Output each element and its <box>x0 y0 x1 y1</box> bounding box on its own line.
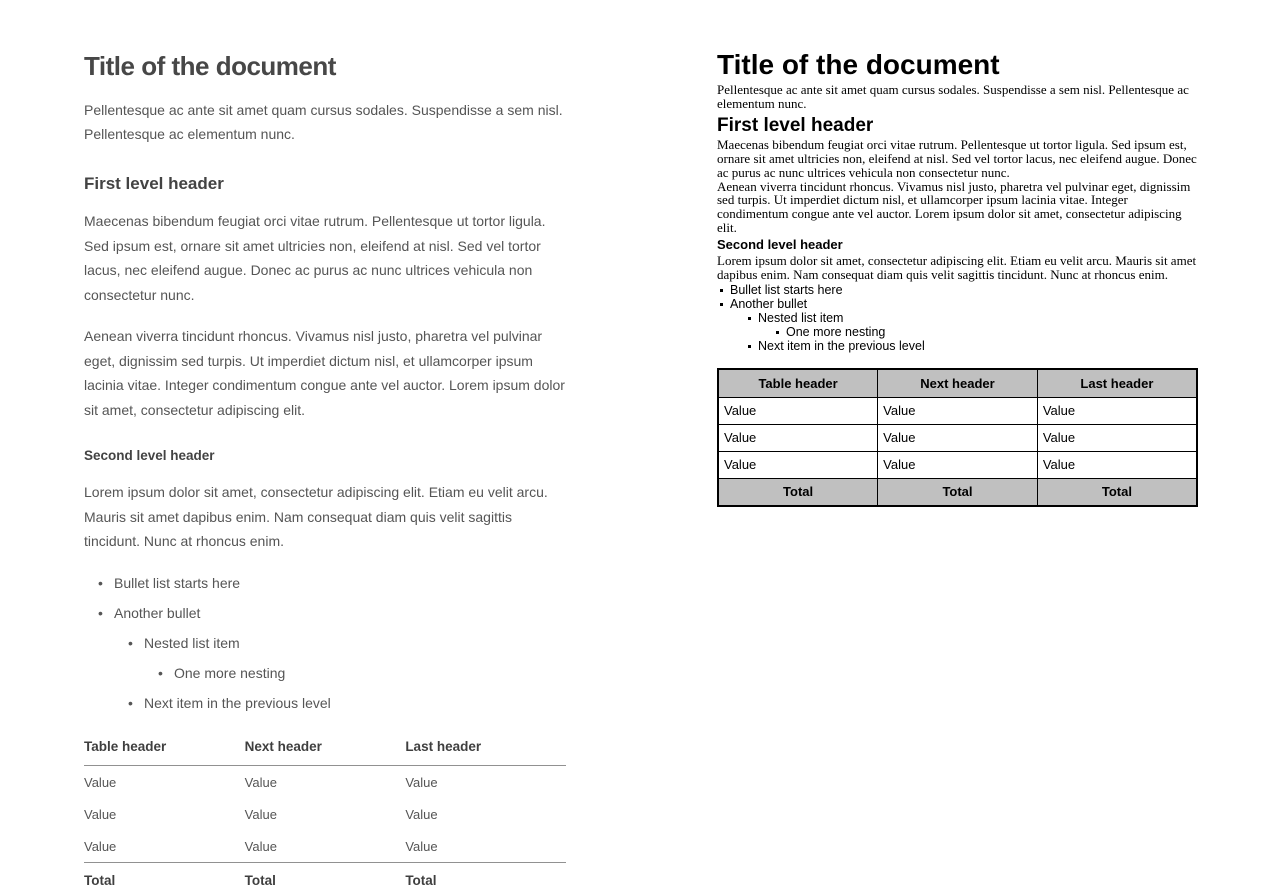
table-row <box>84 765 566 798</box>
table-cell: Value <box>244 774 277 790</box>
first-level-header: First level header <box>717 114 874 136</box>
table-footer-row <box>84 862 566 888</box>
table-cell: Value <box>244 838 277 854</box>
table-row <box>718 452 1197 479</box>
paragraph: Lorem ipsum dolor sit amet, consectetur adipiscing elit. Etiam eu velit arcu. Mauris sit amet dapibus enim. Nam consequat diam quis velit sagittis tincidunt. Nunc at rhoncus enim. <box>84 484 548 550</box>
table-header-row <box>84 739 566 766</box>
table-cell: Value <box>718 425 878 452</box>
list-item-label: Another bullet <box>730 297 808 312</box>
table-row <box>84 798 566 830</box>
table-cell: Value <box>84 774 117 790</box>
table-header-cell: Table header <box>84 739 245 766</box>
table-cell: Value <box>878 452 1038 479</box>
table-cell: Value <box>878 398 1038 425</box>
table-cell: Value <box>1037 425 1197 452</box>
table-total-cell: Total <box>718 479 878 507</box>
second-level-header: Second level header <box>84 448 215 464</box>
bullet-list <box>84 575 566 711</box>
table-cell: Value <box>878 425 1038 452</box>
table-total-cell: Total <box>245 862 406 888</box>
nested-list <box>773 325 1199 339</box>
paragraph: Aenean viverra tincidunt rhoncus. Vivamus nisl justo, pharetra vel pulvinar eget, dignissim sed turpis. Ut imperdiet dictum nisl, et ullamcorper ipsum lacinia vitae. Integer condimentum congue ante vel auctor. Lorem ipsum dolor sit amet, consectetur adipiscing elit. <box>717 178 1191 235</box>
table-cell: Value <box>718 398 878 425</box>
list-item: Next item in the previous level <box>745 339 1199 353</box>
list-item: One more nesting <box>773 325 1199 339</box>
list-item-label: Nested list item <box>144 634 240 651</box>
table-cell: Value <box>244 806 277 822</box>
table-cell: Value <box>1037 452 1197 479</box>
table-header-cell: Next header <box>878 369 1038 398</box>
table-cell: Value <box>84 806 117 822</box>
table-cell: Value <box>405 838 438 854</box>
document-title: Title of the document <box>84 51 336 81</box>
table-total-cell: Total <box>1037 479 1197 507</box>
intro-paragraph: Pellentesque ac ante sit amet quam cursus sodales. Suspendisse a sem nisl. Pellentesque ac elementum nunc. <box>717 82 1189 111</box>
intro-paragraph: Pellentesque ac ante sit amet quam cursus sodales. Suspendisse a sem nisl. Pellentesque ac elementum nunc. <box>84 101 563 143</box>
plain-document-pane <box>717 50 1199 507</box>
list-item <box>84 605 566 711</box>
table-header-cell: Last header <box>1037 369 1197 398</box>
table-cell: Value <box>405 774 438 790</box>
document-title: Title of the document <box>717 49 1000 80</box>
table-total-cell: Total <box>84 862 245 888</box>
list-item <box>114 635 566 681</box>
table-total-cell: Total <box>405 862 566 888</box>
table-total-cell: Total <box>878 479 1038 507</box>
data-table <box>717 368 1198 507</box>
nested-list <box>745 311 1199 353</box>
paragraph: Aenean viverra tincidunt rhoncus. Vivamus nisl justo, pharetra vel pulvinar eget, dignissim sed turpis. Ut imperdiet dictum nisl, et ullamcorper ipsum lacinia vitae. Integer condimentum congue ante vel auctor. Lorem ipsum dolor sit amet, consectetur adipiscing elit. <box>84 328 565 418</box>
list-item <box>717 297 1199 353</box>
table-row <box>718 398 1197 425</box>
list-item-label: Nested list item <box>758 311 844 326</box>
table-cell: Value <box>84 838 117 854</box>
data-table <box>84 739 566 888</box>
paragraph: Lorem ipsum dolor sit amet, consectetur adipiscing elit. Etiam eu velit arcu. Mauris sit amet dapibus enim. Nam consequat diam quis velit sagittis tincidunt. Nunc at rhoncus enim. <box>717 253 1197 282</box>
table-footer-row <box>718 479 1197 507</box>
bullet-list <box>717 283 1199 353</box>
table-header-cell: Last header <box>405 739 566 766</box>
list-item: Bullet list starts here <box>717 283 1199 297</box>
table-header-row <box>718 369 1197 398</box>
table-cell: Value <box>718 452 878 479</box>
paragraph: Maecenas bibendum feugiat orci vitae rutrum. Pellentesque ut tortor ligula. Sed ipsum est, ornare sit amet ultricies non, eleifend at nisl. Sed vel tortor lacus, nec eleifend augue. Donec ac purus ac nunc ultrices vehicula non consectetur nunc. <box>717 137 1197 180</box>
list-item-label: Another bullet <box>114 604 201 621</box>
table-row <box>84 830 566 863</box>
table-row <box>718 425 1197 452</box>
list-item: • Bullet list starts here <box>84 575 566 591</box>
second-level-header: Second level header <box>717 237 843 253</box>
table-cell: Value <box>1037 398 1197 425</box>
table-header-cell: Table header <box>718 369 878 398</box>
table-header-cell: Next header <box>245 739 406 766</box>
first-level-header: First level header <box>84 173 224 193</box>
nested-list <box>114 635 566 711</box>
list-item <box>745 311 1199 339</box>
list-item: • Next item in the previous level <box>114 695 566 711</box>
list-item: • One more nesting <box>144 665 566 681</box>
nested-list <box>144 665 566 681</box>
styled-document-pane <box>84 52 566 888</box>
paragraph: Maecenas bibendum feugiat orci vitae rutrum. Pellentesque ut tortor ligula. Sed ipsum est, ornare sit amet ultricies non, eleifend at nisl. Sed vel tortor lacus, nec eleifend augue. Donec ac purus ac nunc ultrices vehicula non consectetur nunc. <box>84 213 546 303</box>
table-cell: Value <box>405 806 438 822</box>
